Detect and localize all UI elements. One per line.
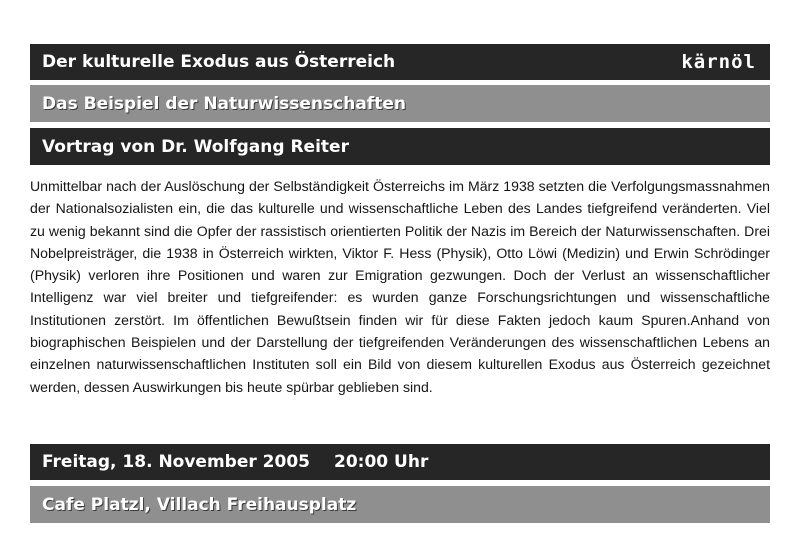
speaker-bar — [30, 128, 770, 165]
title-bar — [30, 44, 770, 80]
location-bar — [30, 486, 770, 523]
event-date: Freitag, 18. November 2005 — [42, 452, 310, 472]
subtitle-bar — [30, 85, 770, 122]
page-title: Der kulturelle Exodus aus Österreich — [42, 52, 396, 72]
speaker-line: Vortrag von Dr. Wolfgang Reiter — [42, 136, 349, 157]
karnol-logo: kärnöl — [681, 51, 756, 73]
date-bar — [30, 444, 770, 480]
event-time: 20:00 Uhr — [334, 452, 429, 472]
subtitle: Das Beispiel der Naturwissenschaften — [42, 93, 406, 114]
body-text: Unmittelbar nach der Auslöschung der Selbständigkeit Österreichs im März 1938 setzten die Verfolgungsmassnahmen der Nationalsozialisten ein, die das kulturelle und wissenschaftliche Leben des Landes tiefgreifend veränderten. Viel zu wenig bekannt sind die Opfer der rassistisch orientierten Politik der Nazis im Bereich der Naturwissenschaften. Drei Nobelpreisträger, die 1938 in Österreich wirkten, Viktor F. Hess (Physik), Otto Löwi (Medizin) und Erwin Schrödinger (Physik) verloren ihre Positionen und waren zur Emigration gezwungen. Doch der Verlust an wissenschaftlicher Intelligenz war viel breiter und tiefgreifender: es wurden ganze Forschungsrichtungen und wissenschaftliche Institutionen zerstört. Im öffentlichen Bewußtsein finden wir für diese Fakten jedoch kaum Spuren.Anhand von biographischen Beispielen und der Darstellung der tiefgreifenden Veränderungen des wissenschaftlichen Lebens an einzelnen naturwissenschaftlichen Instituten soll ein Bild von diesem kulturellen Exodus aus Österreich gezeichnet werden, dessen Auswirkungen bis heute spürbar geblieben sind. — [30, 178, 770, 395]
event-location: Cafe Platzl, Villach Freihausplatz — [42, 494, 357, 515]
